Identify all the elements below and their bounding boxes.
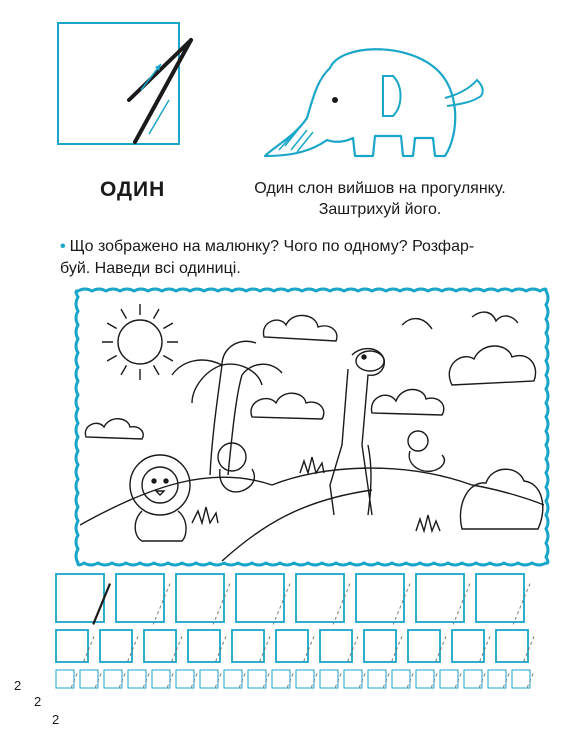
tracing-cell[interactable] — [224, 670, 242, 688]
tracing-cell[interactable] — [100, 630, 132, 662]
tracing-cell[interactable] — [356, 574, 404, 622]
tracing-cell[interactable] — [80, 670, 98, 688]
digit-one-trace[interactable] — [513, 584, 530, 625]
page-number: 2 — [14, 678, 22, 693]
sun-ray — [121, 309, 127, 319]
digit-one-trace[interactable] — [453, 584, 470, 625]
bush-icon — [460, 469, 542, 529]
tracing-cell[interactable] — [188, 630, 220, 662]
tracing-cell[interactable] — [296, 670, 314, 688]
tracing-cell[interactable] — [128, 670, 146, 688]
hill-line-2 — [222, 490, 372, 561]
elephant-icon — [255, 38, 495, 170]
coloring-scene[interactable] — [72, 285, 552, 570]
giraffe-icon — [330, 349, 384, 515]
sun-ray — [107, 356, 117, 362]
task-instruction — [60, 236, 530, 280]
tracing-cell[interactable] — [416, 574, 464, 622]
tracing-cell[interactable] — [512, 670, 530, 688]
tracing-cell[interactable] — [408, 630, 440, 662]
tracing-cell[interactable] — [320, 670, 338, 688]
tracing-cell[interactable] — [248, 670, 266, 688]
tracing-cell[interactable] — [176, 670, 194, 688]
tracing-cell[interactable] — [176, 574, 224, 622]
digit-one-trace[interactable] — [333, 584, 350, 625]
sun-ray — [154, 309, 160, 319]
tracing-cell[interactable] — [476, 574, 524, 622]
task-line-2: буй. Наведи всі одиниці. — [60, 260, 241, 277]
cloud-icon — [251, 393, 324, 419]
tracing-cell[interactable] — [452, 630, 484, 662]
grass-icon — [416, 515, 440, 531]
tracing-cell[interactable] — [368, 670, 386, 688]
tracing-cell[interactable] — [392, 670, 410, 688]
lion-icon — [130, 455, 190, 541]
tracing-cell[interactable] — [236, 574, 284, 622]
cloud-icon — [449, 346, 535, 385]
bird-icon — [402, 312, 518, 329]
sun-icon — [102, 304, 178, 380]
cloud-icon — [371, 390, 443, 416]
sun-ray — [154, 365, 160, 375]
tracing-cell[interactable] — [56, 630, 88, 662]
number-word: ОДИН — [100, 178, 166, 201]
tracing-cell[interactable] — [152, 670, 170, 688]
task-line-1: Що зображено на малюнку? Чого по одному? Розфар- — [69, 238, 475, 255]
tracing-cell[interactable] — [232, 630, 264, 662]
tracing-cell[interactable] — [464, 670, 482, 688]
digit-one-trace[interactable] — [393, 584, 410, 625]
digit-one-trace[interactable] — [213, 584, 230, 625]
tracing-cell[interactable] — [144, 630, 176, 662]
digit-one-trace[interactable] — [153, 584, 170, 625]
tracing-cell[interactable] — [104, 670, 122, 688]
sun-ray — [121, 365, 127, 375]
tracing-grid[interactable] — [50, 568, 546, 698]
task-bullet: • — [60, 238, 66, 255]
tracing-cell[interactable] — [56, 670, 74, 688]
elephant-caption — [200, 178, 560, 220]
caption-line-1: Один слон вийшов на прогулянку. — [254, 180, 506, 197]
tracing-cell[interactable] — [296, 574, 344, 622]
tracing-cell[interactable] — [488, 670, 506, 688]
tracing-cell[interactable] — [440, 670, 458, 688]
cloud-icon — [263, 315, 336, 341]
tracing-cell[interactable] — [364, 630, 396, 662]
cloud-icon — [85, 419, 143, 439]
digit-one-trace[interactable] — [93, 584, 110, 625]
tracing-cell[interactable] — [496, 630, 528, 662]
tracing-cell[interactable] — [272, 670, 290, 688]
tracing-cell[interactable] — [344, 670, 362, 688]
monkey-icon — [218, 443, 254, 492]
monkey-icon — [408, 431, 444, 471]
tracing-cell[interactable] — [320, 630, 352, 662]
wavy-frame — [76, 289, 548, 565]
page-number: 2 — [34, 694, 42, 709]
caption-line-2: Заштрихуй його. — [318, 201, 442, 218]
page-number: 2 — [52, 712, 60, 727]
digit-one-trace[interactable] — [273, 584, 290, 625]
grass-icon — [300, 457, 324, 473]
tracing-cell[interactable] — [200, 670, 218, 688]
tracing-cell[interactable] — [416, 670, 434, 688]
sun-ray — [163, 323, 173, 329]
sun-ray — [107, 323, 117, 329]
tracing-cell[interactable] — [276, 630, 308, 662]
grass-icon — [192, 507, 218, 523]
palm-tree-icon — [172, 341, 282, 475]
digit-one-icon — [57, 22, 197, 152]
hill-line — [80, 468, 544, 525]
sun-ray — [163, 356, 173, 362]
tracing-cell[interactable] — [116, 574, 164, 622]
